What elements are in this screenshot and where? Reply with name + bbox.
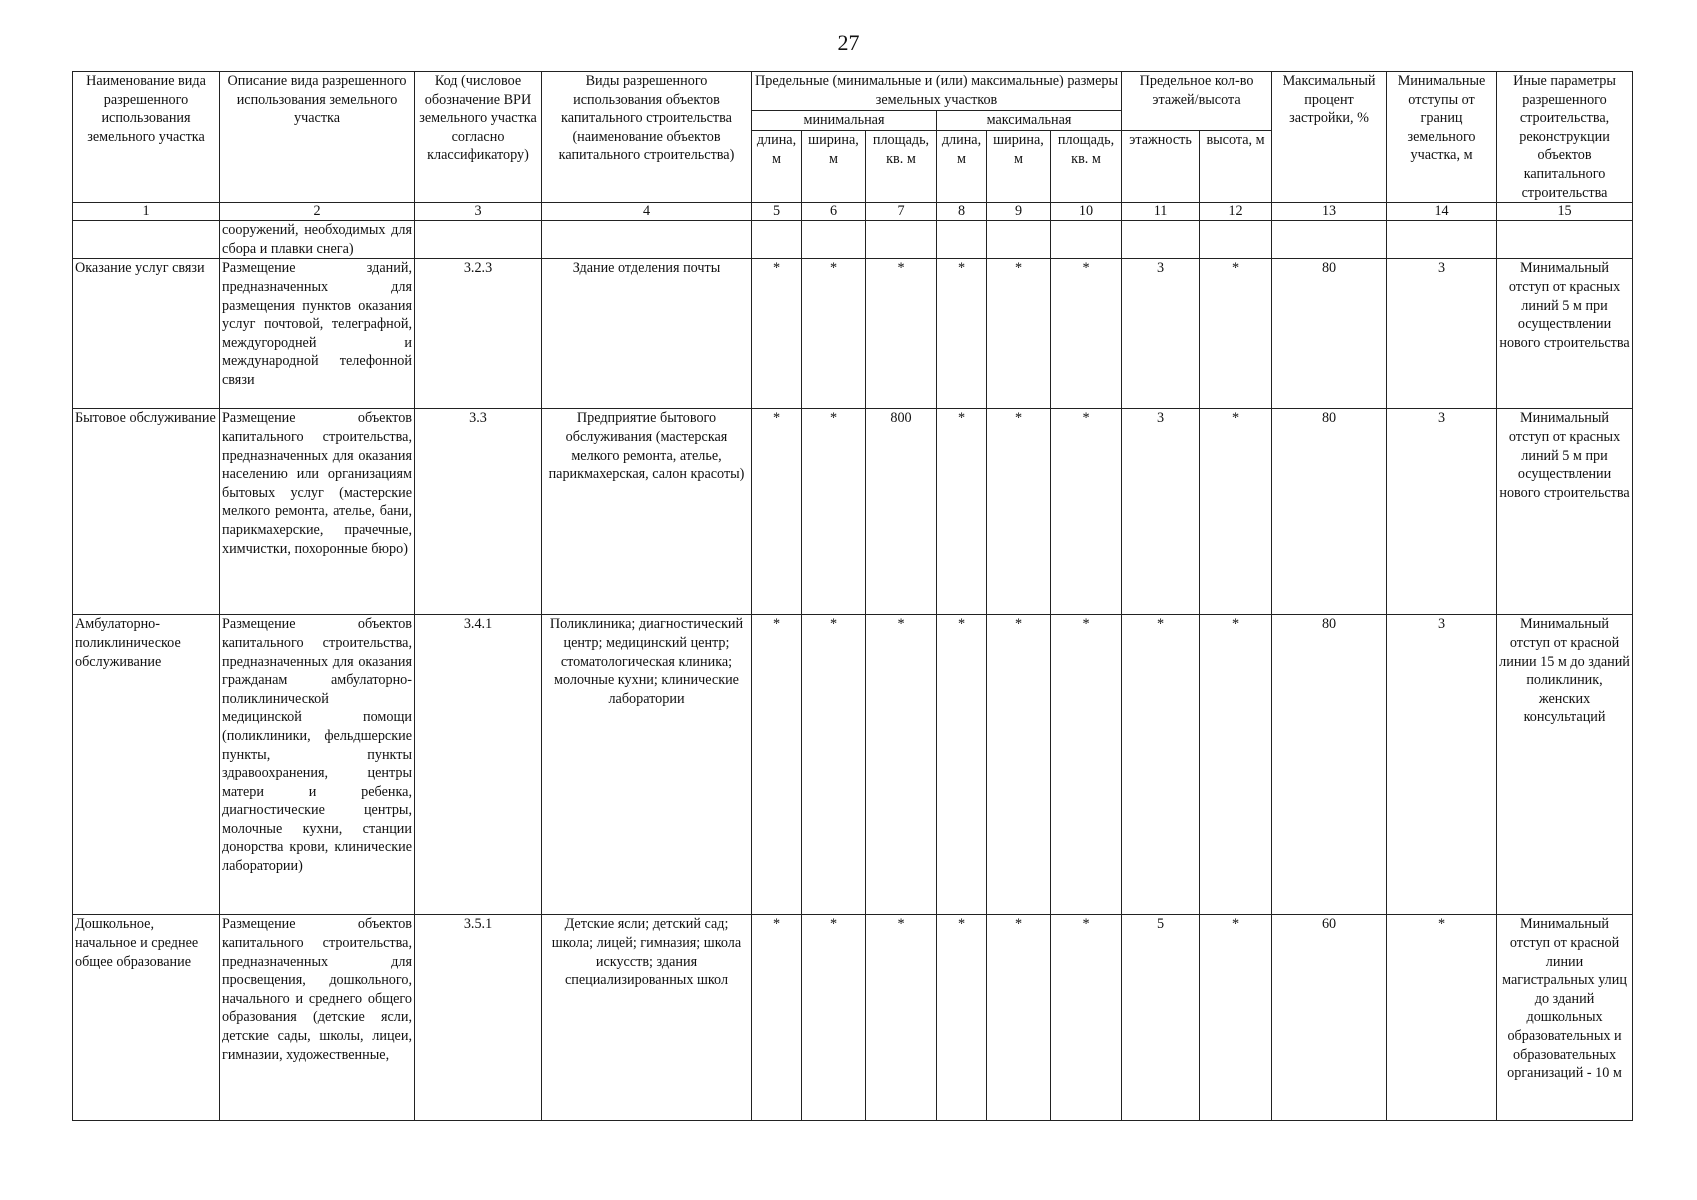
floors: * — [1122, 615, 1200, 915]
page-number: 27 — [837, 30, 860, 55]
col-number: 15 — [1497, 203, 1633, 221]
header-max-length: длина, м — [937, 131, 987, 203]
floors — [1122, 221, 1200, 259]
height: * — [1200, 615, 1272, 915]
min-length — [752, 221, 802, 259]
use-name: Бытовое обслуживание — [73, 409, 220, 615]
permitted-objects: Предприятие бытового обслуживания (мастерская мелкого ремонта, ателье, парикмахерская, салон красоты) — [542, 409, 752, 615]
column-numbers-row — [73, 203, 1633, 221]
max-width — [987, 221, 1051, 259]
min-area: * — [866, 259, 937, 409]
min-indent: 3 — [1387, 259, 1497, 409]
header-min-indent: Минимальные отступы от границ земельного участка, м — [1387, 72, 1497, 203]
min-length: * — [752, 615, 802, 915]
height: * — [1200, 259, 1272, 409]
use-description: Размещение объектов капитального строительства, предназначенных для оказания гражданам амбулаторно-поликлинической медицинской помощи (поликлиники, фельдшерские пункты, пункты здравоохранения, центры матери и ребенка, диагностические центры, молочные кухни, станции донорства крови, клинические лаборатории) — [220, 615, 415, 915]
max-area: * — [1051, 915, 1122, 1121]
max-width: * — [987, 615, 1051, 915]
min-width — [802, 221, 866, 259]
other-params: Минимальный отступ от красных линий 5 м при осуществлении нового строительства — [1497, 409, 1633, 615]
max-length: * — [937, 409, 987, 615]
min-length: * — [752, 409, 802, 615]
max-percent — [1272, 221, 1387, 259]
max-area: * — [1051, 259, 1122, 409]
max-length: * — [937, 259, 987, 409]
col-number: 9 — [987, 203, 1051, 221]
max-length: * — [937, 615, 987, 915]
use-code: 3.3 — [415, 409, 542, 615]
table-row — [73, 259, 1633, 409]
min-width: * — [802, 409, 866, 615]
col-number: 11 — [1122, 203, 1200, 221]
max-area: * — [1051, 409, 1122, 615]
other-params — [1497, 221, 1633, 259]
min-area — [866, 221, 937, 259]
height: * — [1200, 409, 1272, 615]
min-indent — [1387, 221, 1497, 259]
header-min-area: площадь, кв. м — [866, 131, 937, 203]
use-name: Оказание услуг связи — [73, 259, 220, 409]
min-width: * — [802, 615, 866, 915]
header-min-length: длина, м — [752, 131, 802, 203]
use-name: Дошкольное, начальное и среднее общее образование — [73, 915, 220, 1121]
header-max-percent: Максимальный процент застройки, % — [1272, 72, 1387, 203]
max-area — [1051, 221, 1122, 259]
floors: 3 — [1122, 259, 1200, 409]
header-maximum: максимальная — [937, 111, 1122, 131]
col-number: 13 — [1272, 203, 1387, 221]
min-indent: * — [1387, 915, 1497, 1121]
max-width: * — [987, 409, 1051, 615]
min-area: * — [866, 915, 937, 1121]
min-indent: 3 — [1387, 615, 1497, 915]
col-number: 2 — [220, 203, 415, 221]
table-row — [73, 221, 1633, 259]
use-name: Амбулаторно-поликлиническое обслуживание — [73, 615, 220, 915]
use-code: 3.5.1 — [415, 915, 542, 1121]
header-max-area: площадь, кв. м — [1051, 131, 1122, 203]
use-description: Размещение объектов капитального строительства, предназначенных для просвещения, дошкольного, начального и среднего общего образования (детские ясли, детские сады, школы, лицеи, гимназии, художественные, — [220, 915, 415, 1121]
header-max-width: ширина, м — [987, 131, 1051, 203]
col-number: 7 — [866, 203, 937, 221]
col-number: 4 — [542, 203, 752, 221]
header-other-params: Иные параметры разрешенного строительства, реконструкции объектов капитального строительства — [1497, 72, 1633, 203]
max-width: * — [987, 259, 1051, 409]
max-width: * — [987, 915, 1051, 1121]
header-name: Наименование вида разрешенного использования земельного участка — [73, 72, 220, 203]
max-percent: 60 — [1272, 915, 1387, 1121]
max-percent: 80 — [1272, 259, 1387, 409]
min-width: * — [802, 915, 866, 1121]
col-number: 6 — [802, 203, 866, 221]
col-number: 14 — [1387, 203, 1497, 221]
table-row — [73, 915, 1633, 1121]
max-length: * — [937, 915, 987, 1121]
min-length: * — [752, 915, 802, 1121]
permitted-objects: Детские ясли; детский сад; школа; лицей; гимназия; школа искусств; здания специализированных школ — [542, 915, 752, 1121]
min-width: * — [802, 259, 866, 409]
min-area: * — [866, 615, 937, 915]
permitted-objects: Поликлиника; диагностический центр; медицинский центр; стоматологическая клиника; молочные кухни; клинические лаборатории — [542, 615, 752, 915]
use-description: сооружений, необходимых для сбора и плавки снега) — [220, 221, 415, 259]
use-description: Размещение объектов капитального строительства, предназначенных для оказания населению или организациям бытовых услуг (мастерские мелкого ремонта, ателье, бани, парикмахерские, прачечные, химчистки, похоронные бюро) — [220, 409, 415, 615]
col-number: 3 — [415, 203, 542, 221]
other-params: Минимальный отступ от красной линии магистральных улиц до зданий дошкольных образовательных и образовательных организаций - 10 м — [1497, 915, 1633, 1121]
other-params: Минимальный отступ от красных линий 5 м при осуществлении нового строительства — [1497, 259, 1633, 409]
header-plot-sizes: Предельные (минимальные и (или) максимальные) размеры земельных участков — [752, 72, 1122, 111]
header-minimum: минимальная — [752, 111, 937, 131]
zoning-regulations-table — [72, 71, 1633, 1121]
floors: 3 — [1122, 409, 1200, 615]
height — [1200, 221, 1272, 259]
height: * — [1200, 915, 1272, 1121]
header-height: высота, м — [1200, 131, 1272, 203]
floors: 5 — [1122, 915, 1200, 1121]
min-length: * — [752, 259, 802, 409]
col-number: 10 — [1051, 203, 1122, 221]
min-area: 800 — [866, 409, 937, 615]
header-min-width: ширина, м — [802, 131, 866, 203]
header-description: Описание вида разрешенного использования земельного участка — [220, 72, 415, 203]
use-description: Размещение зданий, предназначенных для размещения пунктов оказания услуг почтовой, телеграфной, междугородней и международной телефонной связи — [220, 259, 415, 409]
header-objects: Виды разрешенного использования объектов капитального строительства (наименование объектов капитального строительства) — [542, 72, 752, 203]
use-code: 3.4.1 — [415, 615, 542, 915]
use-code: 3.2.3 — [415, 259, 542, 409]
other-params: Минимальный отступ от красной линии 15 м до зданий поликлиник, женских консультаций — [1497, 615, 1633, 915]
max-percent: 80 — [1272, 615, 1387, 915]
header-code: Код (числовое обозначение ВРИ земельного участка согласно классификатору) — [415, 72, 542, 203]
use-code — [415, 221, 542, 259]
max-length — [937, 221, 987, 259]
table-row — [73, 615, 1633, 915]
min-indent: 3 — [1387, 409, 1497, 615]
permitted-objects — [542, 221, 752, 259]
header-floors-height: Предельное кол-во этажей/высота — [1122, 72, 1272, 131]
col-number: 12 — [1200, 203, 1272, 221]
col-number: 5 — [752, 203, 802, 221]
table-row — [73, 409, 1633, 615]
header-floors: этажность — [1122, 131, 1200, 203]
max-percent: 80 — [1272, 409, 1387, 615]
col-number: 1 — [73, 203, 220, 221]
use-name — [73, 221, 220, 259]
col-number: 8 — [937, 203, 987, 221]
permitted-objects: Здание отделения почты — [542, 259, 752, 409]
max-area: * — [1051, 615, 1122, 915]
